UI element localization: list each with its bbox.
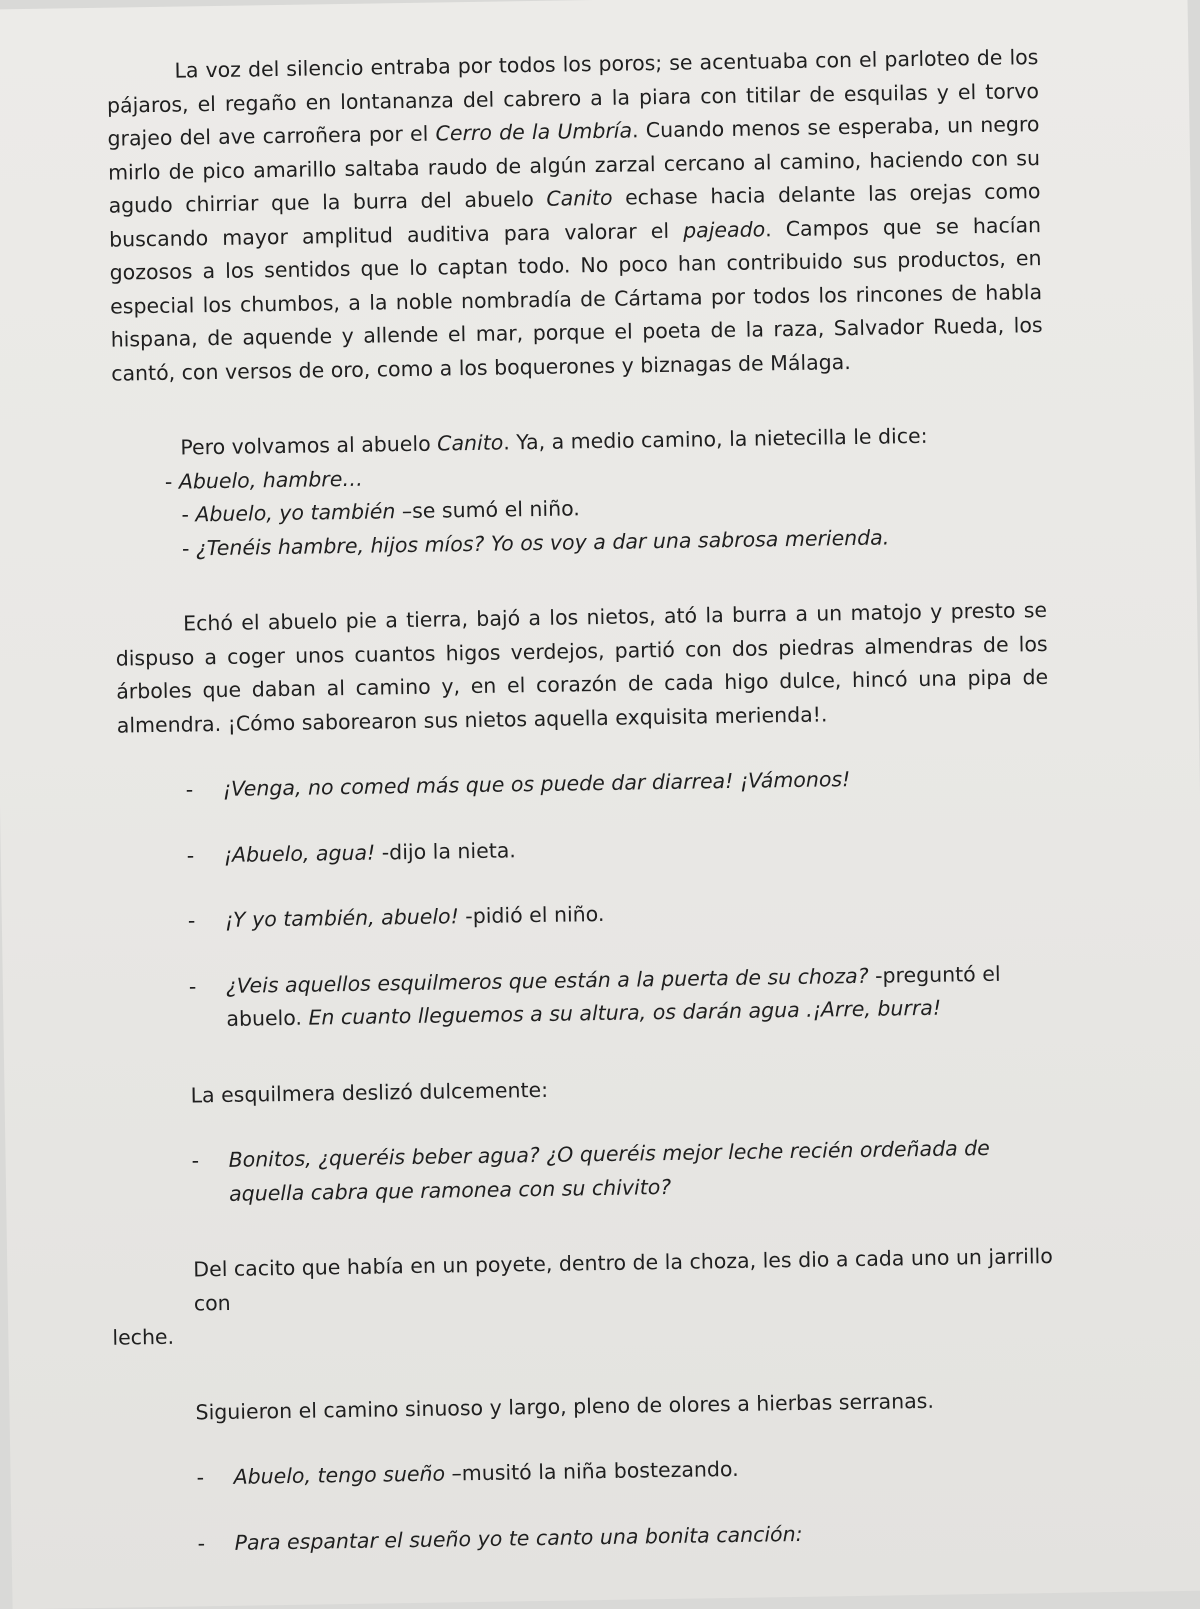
dialogue-italic-2: En cuanto lleguemos a su altura, os darán agua .¡Arre, burra!	[308, 995, 942, 1030]
dialogue-dash: -	[191, 1148, 200, 1173]
dialogue-tail: –se sumó el niño.	[395, 496, 581, 524]
paragraph-1-text-4: . Campos que se hacían gozosos a los sentidos que lo captan todo. No poco han contribuido sus productos, en especial los chumbos, a la noble nombradía de Cártama por todos los rincones de habla hispana, de aquende y allende el mar, porque el poeta de la raza, Salvador Rueda, los cantó, con versos de oro, como a los boquerones y biznagas de Málaga.	[109, 212, 1043, 386]
paragraph-2-text-2: . Ya, a medio camino, la nietecilla le dice:	[503, 423, 928, 455]
dialogue-italic: ¡Venga, no comed más que os puede dar diarrea! ¡Vámonos!	[222, 767, 851, 801]
paragraph-2-text-1: Pero volvamos al abuelo	[180, 431, 438, 460]
dialogue-dash: -	[197, 1530, 206, 1555]
dialogue-dash: -	[186, 842, 195, 867]
paragraph-6: Siguieron el camino sinuoso y largo, pleno de olores a hierbas serranas.	[195, 1388, 935, 1424]
paragraph-1-text-1: La voz del silencio entraba por todos los poros; se acentuaba con el parloteo de los pájaros, el regaño en lontananza del cabrero a la piara con titilar de esquilas y el torvo grajeo del ave carroñera por el	[106, 45, 1040, 151]
dialogue-italic: Abuelo, yo también	[195, 499, 396, 527]
dialogue-dash: -	[187, 908, 196, 933]
dialogue-dash: -	[181, 502, 196, 527]
paragraph-1-italic-3: pajeado	[682, 216, 766, 243]
dialogue-italic: ¡Abuelo, agua!	[223, 840, 376, 867]
dialogue-italic: Bonitos, ¿queréis beber agua? ¿O queréis mejor leche recién ordeñada de aquella cabra que ramonea con su chivito?	[228, 1135, 990, 1206]
paragraph-5-line-2: leche.	[112, 1324, 175, 1350]
dialogue-italic: Abuelo, hambre…	[178, 466, 364, 494]
dialogue-dash: -	[164, 469, 180, 494]
dialogue-italic: Para espantar el sueño yo te canto una bonita canción:	[234, 1521, 803, 1555]
paragraph-1-italic-2: Canito	[546, 185, 613, 211]
paragraph-5-line-1: Del cacito que había en un poyete, dentro de la choza, les dio a cada uno un jarrillo con	[193, 1243, 1053, 1315]
paragraph-4: La esquilmera deslizó dulcemente:	[190, 1077, 549, 1107]
paragraph-1-text-2: . Cuando menos se esperaba, un negro mirlo de pico amarillo saltaba raudo de algún zarzal cercano al camino, haciendo con su agudo chirriar que la burra del abuelo	[107, 112, 1041, 218]
dialogue-italic: Abuelo, tengo sueño	[233, 1461, 446, 1489]
paragraph-3: Echó el abuelo pie a tierra, bajó a los nietos, ató la burra a un matojo y presto se dispuso a coger unos cuantos higos verdejos, partió con dos piedras almendras de los árboles que daban al camino y, en el corazón de cada higo dulce, hincó una pipa de almendra. ¡Cómo saborearon sus nietos aquella exquisita merienda!.	[115, 597, 1049, 738]
dialogue-tail: –musitó la niña bostezando.	[444, 1456, 739, 1486]
dialogue-dash: -	[181, 535, 197, 561]
dialogue-tail: -dijo la nieta.	[375, 837, 517, 865]
dialogue-italic: ¿Veis aquellos esquilmeros que están a la puerta de su choza?	[225, 963, 869, 998]
paragraph-1	[106, 41, 1043, 391]
paragraph-1-italic-1: Cerro de la Umbría	[435, 118, 633, 146]
paragraph-1-text-3: echase hacia delante las orejas como buscando mayor amplitud auditiva para valorar el	[108, 179, 1041, 252]
dialogue-dash: -	[188, 973, 197, 998]
dialogue-tail: -pidió el niño.	[458, 901, 605, 929]
dialogue-italic: ¿Tenéis hambre, hijos míos? Yo os voy a dar una sabrosa merienda.	[195, 524, 890, 560]
dialogue-italic: ¡Y yo también, abuelo!	[224, 904, 459, 932]
dialogue-dash: -	[196, 1465, 205, 1490]
dialogue-dash: -	[185, 777, 194, 802]
dialogue-tail: -preguntó el abuelo.	[226, 961, 1001, 1031]
paragraph-2-italic-1: Canito	[436, 430, 504, 456]
